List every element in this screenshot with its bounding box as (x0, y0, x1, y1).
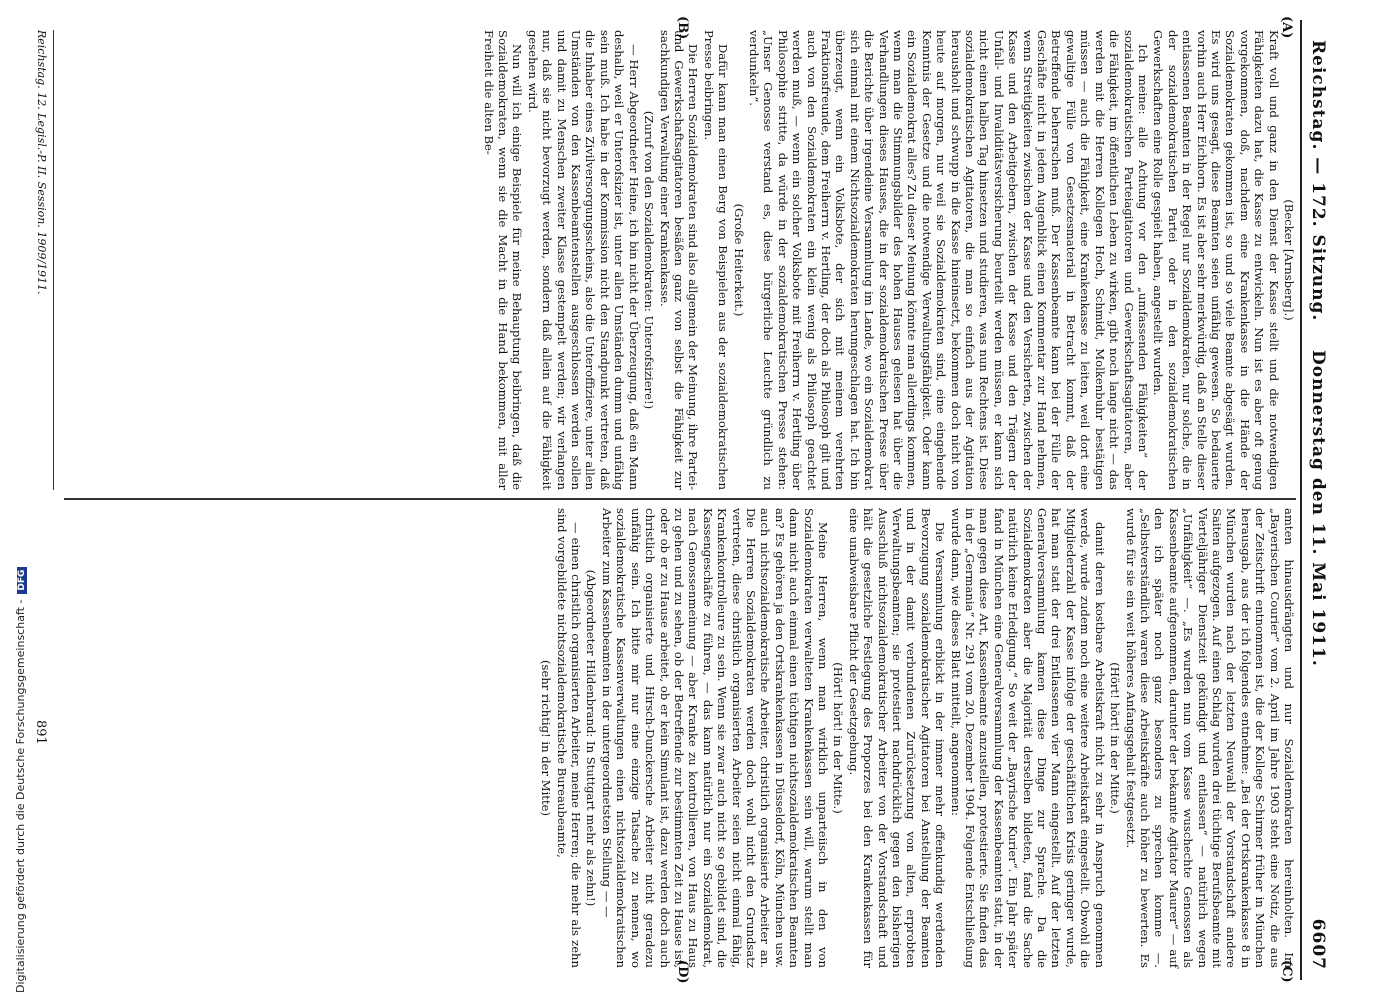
interjection: (Zuruf von den Sozialdemokraten: Unterofsiziere!) (642, 110, 657, 410)
paragraph: Kraft voll und ganz in den Dienst der Kasse stellt und die notwendigen Fähigkeiten dazu hat, die Kasse zu entwickeln. Nun ist es aber oft genug vorgekommen, doß, nachdem eine Krankenkasse in die Hände der Sozialdemokraten gekommen ist, so und so viele Beamte abgesägt wurden. Es wird uns gesagt, diese Beamten seien unfähig gewesen. So bedauerte vorhin auch Herr Eichhorn. Es ist aber sehr merkwürdig, daß an Stelle dieser entlassenen Beamten in der Regel nur Sozialdemokraten, nur solche, die in der sozialdemokratischen Partei oder in den sozialdemokratischen Gewerkschaften eine Rolle gespielt haben, angestellt wurden. (1151, 30, 1281, 490)
interjection: (Hört! hört! in der Mitte.) (1108, 662, 1123, 814)
footer-session-info: Reichstag. 12. Legisl.-P. II. Session. 1909/1911. (35, 30, 48, 295)
page-header (1304, 20, 1330, 980)
paragraph: Meine Herren, wenn man wirklich unparteiisch in den von Sozialdemokraten verwalteten Krankenkassen sein will, warum stellt man dann nicht auch einmal einen tüchtigen nichtsozialdemokratischen Beamten an? Es gehören ja den Ortskrankenkassen in Düsseldorf, Köln, München usw. auch nichtsozialdemokratische Arbeiter, christlich organisierte Arbeiter an. Die Herren Sozialdemokraten werden doch wohl nicht den Grundsatz vertreten, diese christlich organisierten Arbeiter seien nicht einmal fähig, Krankenkontrolleure zu sein. Wenn sie zwar auch nicht so gebildet sind, die Kassengeschäfte zu führen, — das kann natürlich nur ein Sozialdemokrat, nach Genossenmeinung — aber Kranke zu kontrollieren, von Haus zu Haus zu gehen und zu sehen, ob der Betreffende zur bestimmten Zeit zu Hause ist, oder ob er zu Hause arbeitet, ob er kein Simulant ist, dazu werden doch auch christlich organisierte und Hirsch-Dunckersche Arbeiter nicht geradezu unfähig sein. Ich bitte mir nur eine einzige Tatsache zu nennen, wo sozialdemokratische Kassenverwaltungen einen nichtsozialdemokratischen Arbeiter zum Kassenbeamten in der untergeordnetsten Stellung — — (599, 508, 830, 968)
column-divider (64, 498, 1296, 500)
paragraph: amten hinausdrängten und nur Sozialdemokraten hereinholten. Im „Bayerischen Courier“ vom 2. April im Jahre 1903 steht eine Notiz, die aus der Zeitschrift entnommen ist, die der Kollege Schirmer früher in München herausgab, aus der ich folgendes entnehme: „Bei der Ortskrankenkasse 8 in München wurden nach der letzten Neuwahl der Vorstandschaft andere Saiten aufgezogen. Auf einen Schlag wurden drei tüchtige Berufsbeamte mit Vierteljähriger Dienstzeit gekündigt und entlassen“ — natürlich wegen „Unfähigkeit“ —. „Es wurden nun vom Kasse wuschechte Genossen als Kassenbeamte aufgenommen, darunter der bekannte Agitator Maurer“ — auf den ich später noch ganz besonders zu sprechen komme —. „Selbstverständlich waren diese Arbeitskräfte auch höher zu bewerten. Es wurde für sie ein weit höheres Anfangsgehalt festgesetzt. (1123, 508, 1296, 968)
dfg-logo: DFG (17, 567, 27, 594)
digitization-caption (14, 0, 34, 993)
paragraph: damit deren kostbare Arbeitskraft nicht zu sehr in Anspruch genommen werde, wurde zudem noch eine weitere Arbeitskraft eingestellt. Obwohl die Mitgliederzahl der Kasse infolge der geschäftlichen Krisis geringer wurde, hat man statt der drei Entlassenen vier Mann eingestellt. Auf der letzten Generalversammlung kamen diese Dinge zur Sprache. Da die Sozialdemokraten aber die Majorität derselben bildeten, fand die Sache natürlich keine Erledigung.“ So weit der „Bayrische Kurier“. Ein Jahr später fand in München eine Generalversammlung der Kassenbeamten statt, in der man gegen diese Art, Kassenbeamte anzustellen, protestierte. Sie finden das in der „Germania“ Nr. 291 vom 20. Dezember 1904. Folgende Entschließung wurde dann, wie dieses Blatt mitteilt, angenommen: (948, 508, 1107, 968)
paragraph: Die Herren Sozialdemokraten sind also allgemein der Meinung, ihre Partei- und Gewerkschaftsagitatoren besäßen ganz von selbst die Fähigkeit zur sachkundigen Verwaltung einer Krankenkasse. (657, 30, 701, 490)
margin-marker-d: (D) (675, 960, 690, 984)
header-date: Donnerstag den 11. Mai 1911. (1308, 350, 1328, 667)
paragraph: Dafür kann man einen Berg von Beispielen aus der sozialdemokratischen Presse beibringen. (701, 30, 731, 490)
interjection: (Hört! hört! in der Mitte.) (831, 662, 846, 814)
paragraph: Ich meine: alle Achtung vor den „umfassenden Fähigkeiten“ der sozialdemokratischen Parteiagitatoren und Gewerkschaftsagitatoren, aber die Fähigkeit, im öffentlichen Leben zu wirken, gibt noch lange nicht — das werden mit die Herren Kollegen Hoch, Schmidt, Molkenbuhr bestätigen müssen — auch die Fähigkeit, eine Krankenkasse zu leiten, weil dort eine gewaltige Fülle von Gesetzesmaterial in Betracht kommt, daß der Betreffende beherrschen muß. Der Kassenbeamte kann bei der Fülle der Geschäfte nicht in jedem Augenblick einen Kommentar zur Hand nehmen, wenn Streitigkeiten zwischen der Kasse und den Versicherten, zwischen der Kasse und den Arbeitgebern, zwischen der Kasse und den Trägern der Unfall- und Invaliditätsversicherung beurteilt werden müssen, er kann sich nicht einen halben Tag hinsetzen und studieren, was nun Rechtens ist. Diese sozialdemokratischen Agitatoren, die man so einfach aus der Agitation herausholt und schwupp in die Kasse hineinsetzt, bekommen doch nicht von heute auf morgen, nur weil sie Sozialdemokraten sind, eine eingehende Kenntnis der Gesetze und die notwendige Verwaltungsfähigkeit. Oder kann ein Sozialdemokrat alles? Zu dieser Meinung könnte man allerdings kommen, wenn man die Stimmungsbilder des hohen Hauses gelesen hat über die Verhandlungen dieses Hauses, die in der sozialdemokratischen Presse über die Berichte über irgendeine Versammlung im Lande, wo ein Sozialdemokrat sich einmal mit einem Nichtsozialdemokraten herumgeschlagen hat. Ich bin überzeugt, wenn ein Volksbote, der sich mit meinem verehrten Fraktionsfreunde, dem Freiherrn v. Hertling, der doch als Philosoph gilt und auch von den Sozialdemokraten ein klein wenig als Philosoph geachtet werden muß, — wenn ein solcher Volksbote mit Freiherrn v. Hertling über Philosophie stritte, da würde in der sozialdemokratischen Presse stehen: „Unser Genosse verstand es, diese bürgerliche Leuchte gründlich zu verdunkeln“. (746, 30, 1150, 490)
right-column (538, 508, 1296, 968)
rotated-page (20, 16, 1330, 984)
resolution-quote: Die Versammlung erblickt in der immer mehr offenkundig werdenden Bevorzugung sozialdemokratischer Agitatoren bei Anstellung der Beamten und in der damit verbundenen Zurücksetzung von alten, erprobten Verwaltungsbeamten; sie protestiert nachdrücklich gegen den bisherigen Ausschluß nichtsozialdemokratischer Arbeiter von der Vorstandschaft und hält die gesetzliche Festlegung des Proporzes bei den Krankenkassen für eine unabweisbare Pflicht der Gesetzgebung. (846, 508, 948, 968)
left-column (480, 30, 1296, 490)
header-rule (1300, 20, 1302, 980)
paragraph: — einen christlich organisierten Arbeiter, meine Herren; die mehr als zehn sind vorgebildete nichtsozialdemokratische Bureaubeamte, (554, 508, 584, 968)
interjection: (Abgeordneter Hildenbrand: In Stuttgart mehr als zehn!) (584, 569, 599, 907)
margin-marker-c: (C) (1279, 960, 1294, 983)
margin-marker-b: (B) (675, 16, 690, 40)
footer-rule (53, 30, 54, 490)
interjection: (Große Heiterkeit.) (731, 203, 746, 317)
footer-page-number: 891 (33, 720, 48, 745)
caption-text: Digitalisierung gefördert durch die Deutsche Forschungsgemeinschaft - (14, 599, 27, 993)
header-left: Reichstag. — 172. Sitzung. (1308, 40, 1328, 322)
paragraph: Nun will ich einige Beispiele für meine Behauptung beibringen, daß die Sozialdemokraten, wenn sie die Macht in die Hand bekommen, mit aller Freiheit die alten Be- (481, 30, 525, 490)
speaker-label: (Becker [Arnsberg].) (1282, 199, 1296, 321)
interjection: (sehr richtig! in der Mitte) (539, 659, 554, 817)
header-page-number: 6607 (1308, 918, 1328, 970)
margin-marker-a: (A) (1279, 16, 1294, 39)
paragraph: — Herr Abgeordneter Heine, ich bin nicht der Überzeugung, daß ein Mann deshalb, weil er Unterofsizier ist, unter allen Umständen dumm und unfähig sein muß. Ich habe in der Kommission nicht den Standpunkt vertreten, daß die Inhaber eines Zivilversorgungsscheins, also die Unteroffiziere, unter allen Umständen von den Kassenbeamtenstellen ausgeschlossen werden sollen und damit zu Menschen zweiter Klasse gestempelt werden; wir verlangen nur, daß sie nicht bevorzugt werden, sondern daß allein auf die Fähigkeit gesehen wird. (525, 30, 641, 490)
